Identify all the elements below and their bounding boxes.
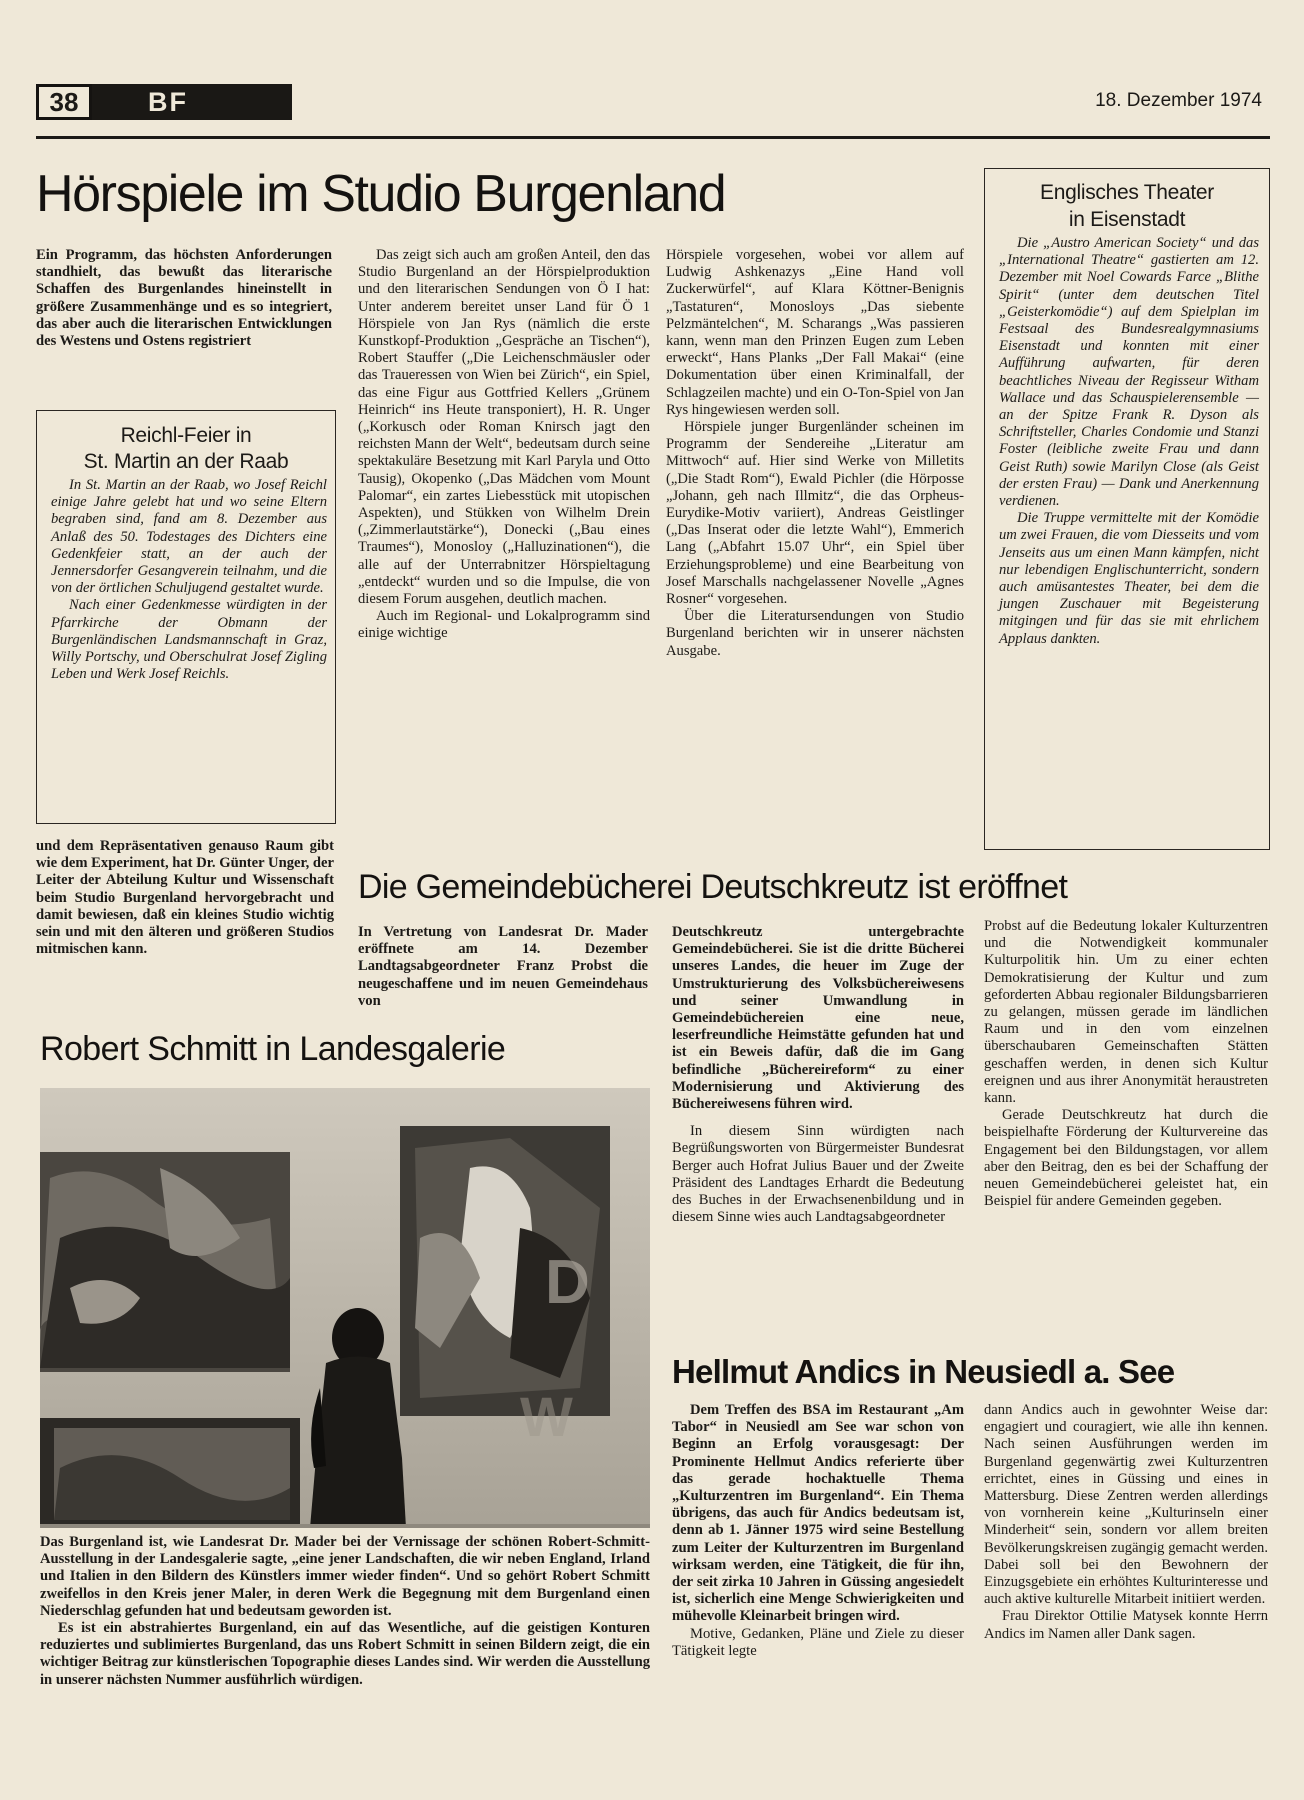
box-theater-headline [985,179,1269,233]
exhibition-photo [40,1088,650,1528]
box-theater-paragraph: Die Truppe vermittelte mit der Komödie um zwei Frauen, die vom Diesseits und vom Jenseits aus um einen Mann kämpfen, nicht nur lebendigen Englischunterricht, sondern auch amüsantestes Theater, bei dem die jungen Zuschauer mit Begeisterung mitgingen und für das sie mit ehrlichem Applaus dankten. [999,510,1259,647]
exhibition-photo-graphic [40,1088,650,1528]
page-number-box [36,84,92,120]
hoerspiele-lead: Ein Programm, das höchsten Anforderungen standhielt, das bewußt das literarische Schaffen des Burgenlandes hineinstellt in größere Zusammenhänge und es so integriert, das aber auch die literarischen Entwicklungen des Westens und Ostens registriert [36,247,332,350]
andics-paragraph: Motive, Gedanken, Pläne und Ziele zu dieser Tätigkeit legte [672,1625,964,1659]
hoerspiele-paragraph: Hörspiele vorgesehen, wobei vor allem auf Ludwig Ashkenazys „Eine Hand voll Zuckerwürfel“, auf Klara Köttner-Benignis „Tastaturen“, Monosloys „Das siebente Pelzmäntelchen“, M. Scharangs „Was passieren kann, wenn man den Prinzen Eugen zum Leben erweckt“, Hans Planks „Der Fall Makai“ (eine Dokumentation über einen Kriminalfall, der Schlagzeilen machte) und ein O-Ton-Spiel von Jan Rys hingewiesen werden soll. [666,247,964,418]
hoerspiele-paragraph: Das zeigt sich auch am großen Anteil, den das Studio Burgenland an der Hörspielproduktion und den literarischen Sendungen von Ö I hat: Unter anderem bereitet unser Land für Ö 1 Hörspiele von Jan Rys (nämlich die erste Kunstkopf-Produktion „Gespräche an Tischen“), Robert Stauffer („Die Leichenschmäusler oder das Traueressen von Wien bei Zürich“, ein Spiel, das eine Figur aus Gottfried Kellers „Grünem Heinrich“ ins Heute transponiert), H. R. Unger („Korkusch oder Roman Knirsch jagt den reichsten Mann der Welt“, bedeutsam durch seine spektakuläre Besetzung mit Karl Paryla und Otto Tausig), Okopenko („Das Mädchen vom Mount Palomar“, ein zartes Liebesstück mit utopischen Aspekten), und Stükken von Wilhelm Drein („Zimmerlautstärke“), Donecki („Bau eines Traumes“), Monosloy („Halluzinationen“), die alle auf der Unterrabnitzer Hörspieltagung „entdeckt“ wurden und so die Impulse, die von diesem Forum ausgehen, deutlich machen. [358,247,650,608]
box-reichl-paragraph: In St. Martin an der Raab, wo Josef Reichl einige Jahre gelebt hat und wo seine Eltern begraben sind, fand am 8. Dezember aus Anlaß des 50. Todestages des Dichters eine Gedenkfeier statt, an der auch der Jennersdorfer Gesangverein teilnahm, und die von der örtlichen Schuljugend gestaltet wurde. [51,477,327,597]
gemeinde-column-1: In Vertretung von Landesrat Dr. Mader eröffnete am 14. Dezember Landtagsabgeordneter Franz Probst die neugeschaffene und im neuen Gemeindehaus von [358,924,648,1009]
gemeinde-column-3 [984,918,1268,1210]
headline-gemeindebuecherei: Die Gemeindebücherei Deutschkreutz ist eröffnet [358,868,1068,906]
hoerspiele-column-2 [358,247,650,643]
hoerspiele-paragraph: Auch im Regional- und Lokalprogramm sind einige wichtige [358,608,650,642]
box-reichl-headline-line2: St. Martin an der Raab [83,450,289,473]
section-badge [92,84,292,120]
schmitt-paragraph: Es ist ein abstrahiertes Burgenland, ein auf das Wesentliche, auf die geistigen Konturen reduziertes und sublimiertes Burgenland, das uns Robert Schmitt in seinen Bildern zeigt, die ein wichtiger Beitrag zur künstlerischen Topographie dieses Landes sind. Wir werden die Ausstellung in unserer nächsten Nummer ausführlich würdigen. [40,1620,650,1688]
box-reichl-headline-line1: Reichl-Feier in [120,424,252,447]
gemeinde-paragraph: Probst auf die Bedeutung lokaler Kulturzentren und die Notwendigkeit kommunaler Kulturpolitik hin. Um zu einer echten Demokratisierung der Kultur und zum geforderten Abbau regionaler Bildungsbarrieren zu gelangen, müssen gerade im ländlichen Raum und in den vom einzelnen überschaubaren Gemeinschaften Stätten geschaffen werden, in denen sich Kultur ereignen und aus ihrer Anonymität heraustreten kann. [984,918,1268,1107]
hoerspiele-column-3 [666,247,964,660]
gemeinde-column-2 [672,924,964,1226]
box-theater [984,168,1270,850]
box-theater-paragraph: Die „Austro American Society“ und das „International Theatre“ gastierten am 12. Dezember mit Noel Cowards Farce „Blithe Spirit“ (unter dem deutschen Titel „Geisterkomödie“) auf dem Spielplan im Festsaal des Bundesrealgymnasiums Eisenstadt und konnten mit einer Aufführung aufwarten, für deren beachtliches Niveau der Regisseur Witham Wallace und das Schauspielerensemble — an der Spitze Frank R. Dyson als Schriftsteller, Charles Condomie und Stanzi Foster (leibliche zweite Frau und dann Geist Ruth) sowie Marilyn Close (als Geist der ersten Frau) — Dank und Anerkennung verdienen. [999,235,1259,510]
box-theater-headline-line1: Englisches Theater [1040,181,1214,204]
schmitt-paragraph: Das Burgenland ist, wie Landesrat Dr. Mader bei der Vernissage der schönen Robert-Schmitt-Ausstellung in der Landesgalerie sagte, „eine jener Landschaften, die wir neben England, Irland und Italien in den Bildern des Künstlers immer wieder finden“. Und so gehört Robert Schmitt zweifellos in den Kreis jener Maler, in deren Werk die Begegnung mit dem Burgenland einen Niederschlag gefunden hat und bedeutsam geworden ist. [40,1534,650,1619]
gemeinde-paragraph: Gerade Deutschkreutz hat durch die beispielhafte Förderung der Kulturvereine das Engagement bei den Bildungstagen, vor allem aber den Beitrag, den es bei der Schaffung der neuen Gemeindebücherei geleistet hat, ein Beispiel für andere Gemeinden gegeben. [984,1107,1268,1210]
visitor-body [310,1357,406,1529]
box-theater-headline-line2: in Eisenstadt [1068,208,1186,231]
headline-hoerspiele: Hörspiele im Studio Burgenland [36,165,726,223]
andics-column-2 [984,1402,1268,1643]
section-label: BF [148,87,188,117]
page-masthead [36,84,1268,124]
andics-paragraph: Dem Treffen des BSA im Restaurant „Am Tabor“ in Neusiedl am See war schon von Beginn an Erfolg vorausgesagt: Der Prominente Hellmut Andics referierte über das gerade hochaktuelle Thema „Kulturzentren im Burgenland“. Ein Thema übrigens, das auch für Andics bedeutsam ist, denn ab 1. Jänner 1975 wird seine Bestellung zum Leiter der Kulturzentren im Burgenland wirksam werden, eine Tätigkeit, die für ihn, der seit zirka 10 Jahren in Güssing angesiedelt ist, sicherlich eine Menge Schwierigkeiten und mühevolle Kleinarbeit bringen wird. [672,1402,964,1625]
gemeinde-paragraph: Deutschkreutz untergebrachte Gemeindebücherei. Sie ist die dritte Bücherei unseres Landes, die heuer im Zuge der Umstrukturierung des Volksbüchereiwesens und seiner Umwandlung in Gemeindebüchereien eine neue, leserfreundliche Heimstätte gefunden hat und ist ein Beweis dafür, daß die im Gang befindliche „Büchereireform“ zu einer Modernisierung und Aktivierung des Büchereiwesens führen wird. [672,924,964,1113]
headline-robert-schmitt: Robert Schmitt in Landesgalerie [40,1030,506,1068]
issue-date: 18. Dezember 1974 [1095,90,1262,111]
hoerspiele-lead-continued: und dem Repräsentativen genauso Raum gibt wie dem Experiment, hat Dr. Günter Unger, der Leiter der Abteilung Kultur und Wissenschaft beim Studio Burgenland hervorgebracht und damit bewiesen, daß ein kleines Studio wichtig sein und mit den älteren und größeren Studios mitmischen kann. [36,838,334,958]
gemeinde-paragraph: In diesem Sinn würdigten nach Begrüßungsworten von Bürgermeister Bundesrat Berger auch Hofrat Julius Bauer und der Zweite Präsident des Landtages Erhardt die Bedeutung des Buches in der Erwachsenenbildung und in diesem Sinne wies auch Landtagsabgeordneter [672,1123,964,1226]
andics-paragraph: dann Andics auch in gewohnter Weise dar: engagiert und couragiert, wie alle ihn kennen. Nach seinen Ausführungen werden im Burgenland gegenwärtig zwei Kulturzentren errichtet, eines in Güssing und eines in Mattersburg. Diese Zentren werden allerdings von vornherein keine „Kulturinseln einer Minderheit“ sein, sondern vor allem breiten Bevölkerungskreisen zugängig gemacht werden. Dabei soll bei den Bewohnern der Einzugsgebiete ein erhöhtes Kulturinteresse und auch aktive kulturelle Mitarbeit initiiert werden. [984,1402,1268,1608]
hoerspiele-paragraph: Über die Literatursendungen von Studio Burgenland berichten wir in unserer nächsten Ausgabe. [666,608,964,659]
andics-column-1 [672,1402,964,1660]
box-reichl [36,410,336,824]
box-reichl-headline [37,423,335,475]
page-number: 38 [49,87,79,117]
hoerspiele-paragraph: Hörspiele junger Burgenländer scheinen im Programm der Sendereihe „Literatur am Mittwoch“ auf. Hier sind Werke von Milletits („Die Stadt Rom“), Ewald Pichler (die Hörposse „Johann, geh nach Illmitz“, die das Orpheus-Eurydike-Motiv variiert), Andreas Geistlinger („Das Inserat oder die letzte Wahl“), Emmerich Lang („Abfahrt 15.07 Uhr“, ein Spiel über Erziehungsprobleme) und eine Bearbeitung von Josef Marschalls nachgelassener Novelle „Agnes Rosner“ vorgesehen. [666,419,964,608]
svg-text:D: D [545,1248,590,1317]
svg-text:W: W [520,1385,573,1448]
andics-paragraph: Frau Direktor Ottilie Matysek konnte Herrn Andics im Namen aller Dank sagen. [984,1608,1268,1642]
schmitt-text [40,1534,650,1689]
header-rule [36,136,1270,139]
headline-andics: Hellmut Andics in Neusiedl a. See [672,1353,1175,1390]
box-reichl-paragraph: Nach einer Gedenkmesse würdigten in der Pfarrkirche der Obmann der Burgenländischen Landsmannschaft in Graz, Willy Portschy, und Oberschulrat Josef Zigling Leben und Werk Josef Reichls. [51,597,327,683]
